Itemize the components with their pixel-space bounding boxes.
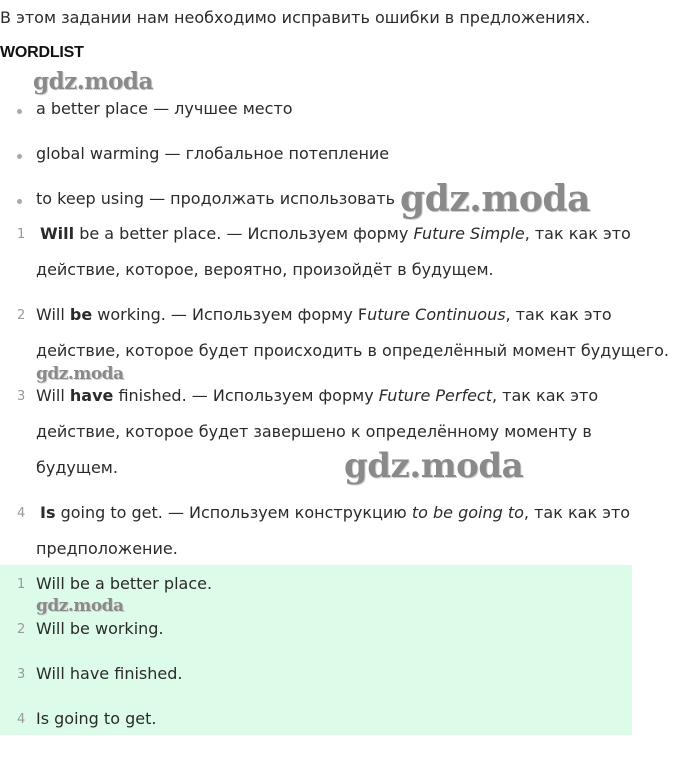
explanation-line: Is going to get. — Используем конструкцию to be going to, так как это xyxy=(40,503,631,522)
wordlist-title: WORDLIST xyxy=(0,44,84,61)
explanation-line: Will have finished. — Используем форму Future Perfect, так как это xyxy=(36,386,599,405)
watermark-logo: gdz.moda xyxy=(36,364,124,384)
watermark-logo: gdz.moda xyxy=(344,446,524,486)
explanation-number: 2 xyxy=(17,308,26,323)
wordlist-item: to keep using — продолжать использовать xyxy=(36,189,396,208)
answer-text: Will be a better place. xyxy=(36,574,213,593)
explanation-continuation: действие, которое будет происходить в определённый момент будущего. xyxy=(36,341,669,360)
answer-text: Is going to get. xyxy=(36,709,157,728)
watermark-logo: gdz.moda xyxy=(400,178,590,220)
wordlist-item: a better place — лучшее место xyxy=(36,99,293,118)
answer-number: 1 xyxy=(17,577,26,592)
bullet-icon xyxy=(17,199,22,204)
explanation-line: Will be working. — Используем форму Future Continuous, так как это xyxy=(36,305,612,324)
explanation-continuation: действие, которое, вероятно, произойдёт в будущем. xyxy=(36,260,494,279)
answer-text: Will have finished. xyxy=(36,664,183,683)
answer-number: 2 xyxy=(17,622,26,637)
explanation-line: Will be a better place. — Используем форму Future Simple, так как это xyxy=(40,224,631,243)
answer-text: Will be working. xyxy=(36,619,164,638)
answer-number: 3 xyxy=(17,667,26,682)
explanation-continuation: действие, которое будет завершено к определённому моменту в xyxy=(36,422,592,441)
bullet-icon xyxy=(17,154,22,159)
explanation-continuation: будущем. xyxy=(36,458,118,477)
explanation-number: 1 xyxy=(17,227,26,242)
bullet-icon xyxy=(17,109,22,114)
intro-text: В этом задании нам необходимо исправить ошибки в предложениях. xyxy=(0,8,591,27)
answer-number: 4 xyxy=(17,712,26,727)
explanation-continuation: предположение. xyxy=(36,539,178,558)
watermark-logo: gdz.moda xyxy=(33,68,153,95)
wordlist-item: global warming — глобальное потепление xyxy=(36,144,390,163)
explanation-number: 3 xyxy=(17,389,26,404)
explanation-number: 4 xyxy=(17,506,26,521)
watermark-logo: gdz.moda xyxy=(36,596,124,616)
